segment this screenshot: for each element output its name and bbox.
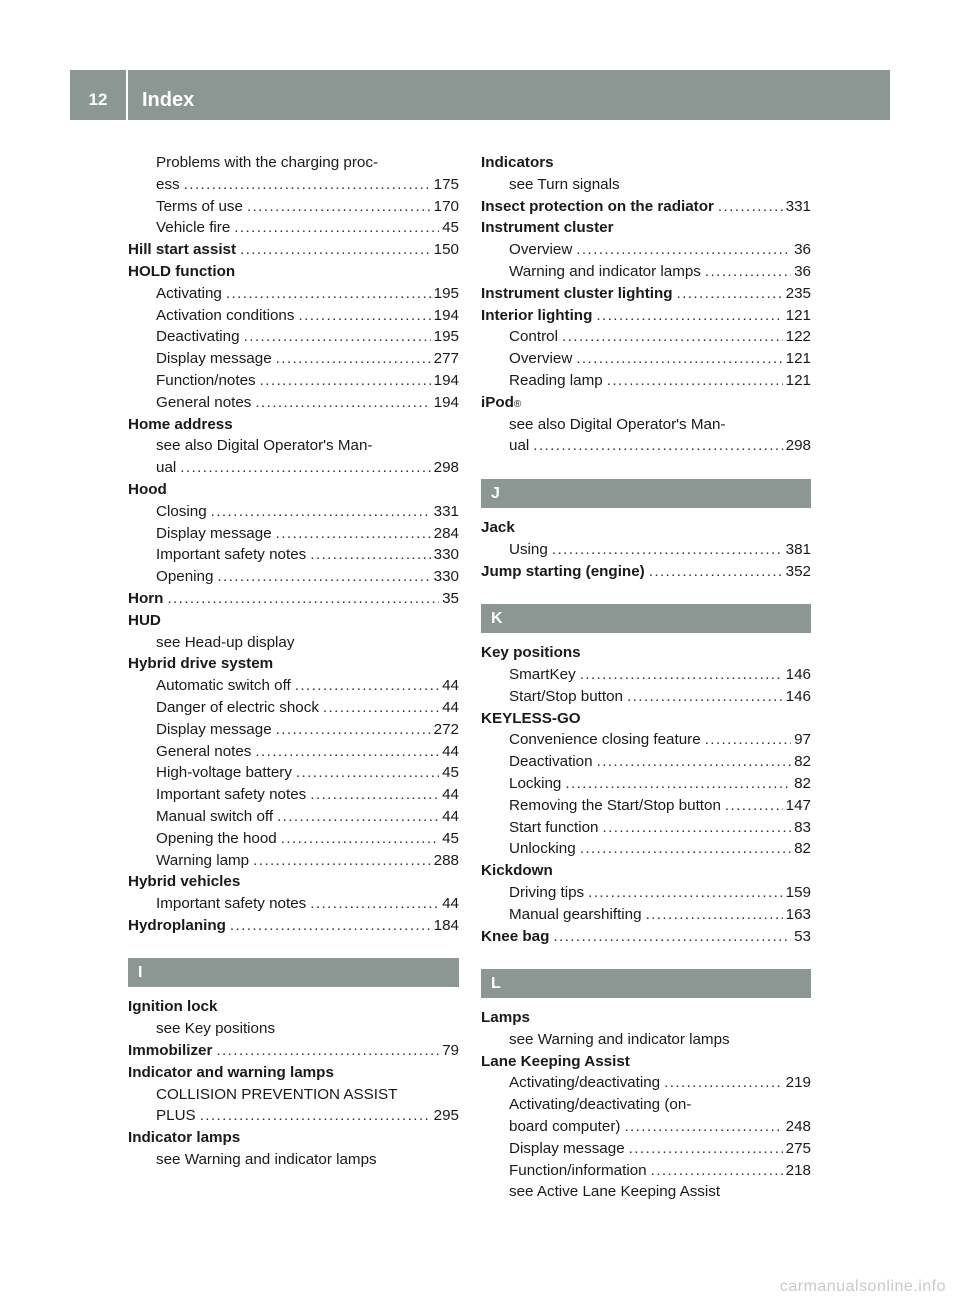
dot-leader: [310, 784, 439, 806]
page-reference[interactable]: 44: [442, 895, 459, 913]
index-subentry: [481, 795, 811, 817]
dot-leader: [295, 675, 439, 697]
page-reference[interactable]: 36: [794, 241, 811, 259]
entry-text: COLLISION PREVENTION ASSIST: [156, 1085, 398, 1103]
dot-leader: [180, 457, 430, 479]
entry-text: see Warning and indicator lamps: [509, 1030, 730, 1048]
dot-leader: [255, 392, 430, 414]
index-subentry: [128, 544, 459, 566]
entry-text: Deactivating: [156, 328, 240, 346]
spacer: [481, 457, 811, 479]
index-subentry: [481, 882, 811, 904]
entry-text: Warning lamp: [156, 851, 250, 869]
index-subentry: [128, 392, 459, 414]
dot-leader: [277, 806, 439, 828]
entry-text: Indicator and warning lamps: [128, 1063, 334, 1081]
spacer: [481, 947, 811, 969]
dot-leader: [565, 773, 791, 795]
entry-text: Activation conditions: [156, 306, 295, 324]
dot-leader: [627, 686, 783, 708]
index-subentry: [128, 283, 459, 305]
entry-text: Overview: [509, 241, 573, 259]
index-subentry: [481, 751, 811, 773]
index-list: [481, 642, 811, 947]
entry-text: Manual gearshifting: [509, 905, 642, 923]
entry-text: Overview: [509, 350, 573, 368]
entry-text: Start/Stop button: [509, 687, 623, 705]
index-entry: [481, 860, 811, 882]
page-reference[interactable]: 218: [785, 1161, 811, 1179]
section-header-j: J: [481, 479, 811, 508]
page-reference[interactable]: 122: [785, 328, 811, 346]
index-entry: [481, 1007, 811, 1029]
entry-text: ual: [156, 459, 177, 477]
index-subentry: [128, 196, 459, 218]
entry-text: Warning and indicator lamps: [509, 262, 701, 280]
entry-text: ess: [156, 175, 180, 193]
index-subentry: [481, 817, 811, 839]
page-reference[interactable]: 159: [785, 883, 811, 901]
index-entry: [481, 1051, 811, 1073]
section-header-i: I: [128, 958, 459, 987]
entry-text: Kickdown: [481, 862, 553, 880]
page-reference[interactable]: 44: [442, 807, 459, 825]
entry-text: Instrument cluster lighting: [481, 284, 673, 302]
entry-text: SmartKey: [509, 665, 576, 683]
entry-text: see Turn signals: [509, 175, 620, 193]
index-subentry: [128, 305, 459, 327]
dot-leader: [167, 588, 439, 610]
entry-text: see also Digital Operator's Man-: [156, 437, 373, 455]
index-column-right: [481, 152, 811, 1203]
dot-leader: [552, 539, 783, 561]
entry-text: Display message: [509, 1139, 625, 1157]
page-reference[interactable]: 194: [433, 393, 459, 411]
index-entry: [481, 152, 811, 174]
entry-text: KEYLESS-GO: [481, 709, 581, 727]
dot-leader: [576, 348, 782, 370]
entry-text: Deactivation: [509, 753, 593, 771]
index-subentry: [128, 762, 459, 784]
dot-leader: [276, 523, 431, 545]
dot-leader: [226, 283, 431, 305]
index-entry: [128, 1127, 459, 1149]
page-reference[interactable]: 163: [785, 905, 811, 923]
index-subentry: [481, 686, 811, 708]
index-subentry: [128, 675, 459, 697]
page-reference[interactable]: 219: [785, 1074, 811, 1092]
index-subentry: [128, 370, 459, 392]
dot-leader: [310, 544, 430, 566]
page-reference[interactable]: 45: [442, 829, 459, 847]
dot-leader: [649, 561, 783, 583]
page-reference[interactable]: 97: [794, 731, 811, 749]
dot-leader: [234, 217, 439, 239]
index-subentry: [128, 784, 459, 806]
entry-text: Horn: [128, 589, 164, 607]
entry-text: Opening: [156, 568, 214, 586]
spacer: [128, 937, 459, 959]
page-reference[interactable]: 44: [442, 698, 459, 716]
index-subentry: [128, 806, 459, 828]
entry-text: Automatic switch off: [156, 677, 291, 695]
entry-text: Jack: [481, 518, 515, 536]
index-subentry: [481, 414, 811, 436]
entry-text: Ignition lock: [128, 998, 218, 1016]
spacer: [481, 582, 811, 604]
watermark: carmanualsonline.info: [779, 1278, 946, 1295]
entry-text: Lane Keeping Assist: [481, 1052, 630, 1070]
index-subentry: [481, 239, 811, 261]
index-subentry: [481, 1181, 811, 1203]
dot-leader: [646, 904, 783, 926]
entry-text: board computer): [509, 1118, 621, 1136]
index-entry: [481, 283, 811, 305]
entry-text: Vehicle fire: [156, 219, 231, 237]
index-entry: [128, 479, 459, 501]
dot-leader: [677, 283, 783, 305]
index-entry: [481, 926, 811, 948]
dot-leader: [603, 817, 792, 839]
dot-leader: [253, 850, 431, 872]
index-subentry: [128, 435, 459, 457]
index-subentry: [481, 1094, 811, 1116]
dot-leader: [607, 370, 783, 392]
index-entry: [128, 261, 459, 283]
page-reference[interactable]: 44: [442, 677, 459, 695]
entry-text: Convenience closing feature: [509, 731, 701, 749]
dot-leader: [310, 893, 439, 915]
page-reference[interactable]: 79: [442, 1042, 459, 1060]
page-reference[interactable]: 288: [433, 851, 459, 869]
page-reference[interactable]: 284: [433, 524, 459, 542]
dot-leader: [553, 926, 791, 948]
entry-text: Jump starting (engine): [481, 562, 645, 580]
entry-text: see Warning and indicator lamps: [156, 1151, 377, 1169]
page-reference[interactable]: 82: [794, 840, 811, 858]
dot-leader: [664, 1072, 783, 1094]
section-header-k: K: [481, 604, 811, 633]
index-list: [128, 152, 459, 937]
header-divider: [126, 70, 128, 120]
entry-text: Danger of electric shock: [156, 698, 319, 716]
page-header: [70, 70, 890, 120]
entry-text: Important safety notes: [156, 786, 307, 804]
index-entry: [481, 217, 811, 239]
dot-leader: [725, 795, 783, 817]
entry-text: High-voltage battery: [156, 764, 292, 782]
dot-leader: [624, 1116, 782, 1138]
entry-text: Activating: [156, 284, 222, 302]
dot-leader: [276, 719, 431, 741]
dot-leader: [705, 261, 791, 283]
entry-text: Immobilizer: [128, 1042, 213, 1060]
page-reference[interactable]: 272: [433, 720, 459, 738]
entry-text: ual: [509, 437, 530, 455]
section-header-l: L: [481, 969, 811, 998]
entry-text: HOLD function: [128, 262, 236, 280]
index-entry: [128, 588, 459, 610]
index-subentry: [481, 1160, 811, 1182]
entry-text: Display message: [156, 720, 272, 738]
page-reference[interactable]: 82: [794, 774, 811, 792]
index-entry: [128, 871, 459, 893]
page-reference[interactable]: 352: [785, 562, 811, 580]
entry-text: see Head-up display: [156, 633, 295, 651]
index-subentry: [128, 632, 459, 654]
page-reference[interactable]: 170: [433, 197, 459, 215]
page-reference[interactable]: 184: [433, 916, 459, 934]
index-entry: [128, 414, 459, 436]
index-subentry: [128, 523, 459, 545]
index-subentry: [128, 697, 459, 719]
entry-text: Important safety notes: [156, 546, 307, 564]
entry-text: Indicators: [481, 154, 554, 171]
index-entry: [128, 1062, 459, 1084]
index-entry: [481, 305, 811, 327]
entry-text: Home address: [128, 415, 233, 433]
page-reference[interactable]: 331: [433, 502, 459, 520]
entry-text: Instrument cluster: [481, 219, 614, 237]
page-reference[interactable]: 36: [794, 262, 811, 280]
page-reference[interactable]: 298: [433, 459, 459, 477]
dot-leader: [240, 239, 431, 261]
entry-text: Unlocking: [509, 840, 576, 858]
page-reference[interactable]: 194: [433, 306, 459, 324]
page-reference[interactable]: 121: [785, 371, 811, 389]
index-subentry: [128, 348, 459, 370]
page-reference[interactable]: 53: [794, 927, 811, 945]
entry-text: Activating/deactivating (on-: [509, 1096, 692, 1114]
entry-text: Indicator lamps: [128, 1129, 241, 1147]
entry-text: Function/notes: [156, 371, 256, 389]
index-subentry: [481, 904, 811, 926]
index-subentry: [481, 729, 811, 751]
page-reference[interactable]: 146: [785, 687, 811, 705]
entry-text: see Key positions: [156, 1020, 276, 1038]
index-entry: [481, 561, 811, 583]
page-reference[interactable]: 298: [785, 437, 811, 455]
index-subentry: [128, 1084, 459, 1106]
page-reference[interactable]: 295: [433, 1107, 459, 1125]
dot-leader: [588, 882, 783, 904]
entry-text: Opening the hood: [156, 829, 277, 847]
index-subentry: [128, 174, 459, 196]
index-subentry: [128, 152, 459, 174]
entry-text: Hydroplaning: [128, 916, 226, 934]
entry-text: iPod: [481, 393, 514, 411]
entry-text: Hood: [128, 480, 167, 498]
dot-leader: [260, 370, 431, 392]
dot-leader: [184, 174, 431, 196]
entry-text: Manual switch off: [156, 807, 274, 825]
index-entry: [128, 610, 459, 632]
entry-text: Locking: [509, 774, 562, 792]
entry-text: Hybrid drive system: [128, 655, 274, 673]
entry-text: Hill start assist: [128, 241, 237, 259]
index-entry: [481, 196, 811, 218]
entry-text: Start function: [509, 818, 599, 836]
page-number: 12: [88, 90, 108, 109]
index-list: [481, 1007, 811, 1203]
entry-text: Knee bag: [481, 927, 550, 945]
index-subentry: [481, 370, 811, 392]
entry-text: Control: [509, 328, 558, 346]
page-reference[interactable]: 195: [433, 284, 459, 302]
index-subentry: [128, 566, 459, 588]
index-entry: [128, 996, 459, 1018]
index-subentry: [481, 174, 811, 196]
dot-leader: [533, 435, 782, 457]
page-reference[interactable]: 35: [442, 589, 459, 607]
index-subentry: [481, 435, 811, 457]
page-reference[interactable]: 277: [433, 350, 459, 368]
entry-text: General notes: [156, 742, 252, 760]
dot-leader: [562, 326, 783, 348]
page-reference[interactable]: 331: [785, 197, 811, 215]
page-reference[interactable]: 45: [442, 219, 459, 237]
page-title: Index: [142, 89, 195, 111]
page-reference[interactable]: 235: [785, 284, 811, 302]
dot-leader: [255, 741, 439, 763]
page-reference[interactable]: 248: [785, 1118, 811, 1136]
page-reference[interactable]: 330: [433, 546, 459, 564]
page-reference[interactable]: 44: [442, 786, 459, 804]
page-reference[interactable]: 44: [442, 742, 459, 760]
dot-leader: [216, 1040, 439, 1062]
entry-text: Hybrid vehicles: [128, 873, 241, 891]
entry-text: General notes: [156, 393, 252, 411]
dot-leader: [597, 751, 792, 773]
entry-text: see also Digital Operator's Man-: [509, 415, 726, 433]
index-subentry: [481, 348, 811, 370]
page-reference[interactable]: 45: [442, 764, 459, 782]
page-reference[interactable]: 194: [433, 371, 459, 389]
index-entry: [128, 653, 459, 675]
index-entry: [128, 915, 459, 937]
page-reference[interactable]: 195: [433, 328, 459, 346]
index-list: [128, 996, 459, 1170]
index-subentry: [481, 1138, 811, 1160]
index-subentry: [128, 1018, 459, 1040]
index-list: [481, 517, 811, 582]
entry-text: Problems with the charging proc-: [156, 154, 379, 171]
index-subentry: [128, 828, 459, 850]
index-list: [481, 152, 811, 457]
entry-text: Driving tips: [509, 883, 585, 901]
index-subentry: [128, 719, 459, 741]
entry-text: Interior lighting: [481, 306, 593, 324]
dot-leader: [276, 348, 431, 370]
dot-leader: [230, 915, 431, 937]
entry-text: Function/information: [509, 1161, 647, 1179]
page-reference[interactable]: 146: [785, 665, 811, 683]
page-reference[interactable]: 82: [794, 753, 811, 771]
index-column-left: [128, 152, 459, 1171]
dot-leader: [244, 326, 431, 348]
dot-leader: [200, 1105, 431, 1127]
index-subentry: [128, 893, 459, 915]
index-entry: [481, 642, 811, 664]
dot-leader: [705, 729, 791, 751]
index-subentry: [128, 850, 459, 872]
index-entry: iPod ®: [481, 392, 811, 414]
page-reference[interactable]: 150: [433, 241, 459, 259]
page-reference[interactable]: 121: [785, 350, 811, 368]
dot-leader: [217, 566, 430, 588]
entry-text: Display message: [156, 524, 272, 542]
dot-leader: [576, 239, 791, 261]
entry-text: Using: [509, 540, 548, 558]
page-reference[interactable]: 83: [794, 818, 811, 836]
entry-text: see Active Lane Keeping Assist: [509, 1183, 721, 1201]
index-subentry: [481, 326, 811, 348]
index-entry: [481, 708, 811, 730]
dot-leader: [651, 1160, 783, 1182]
index-subentry: [481, 1029, 811, 1051]
dot-leader: [298, 305, 430, 327]
index-subentry: [128, 326, 459, 348]
entry-text: Display message: [156, 350, 272, 368]
page-reference[interactable]: 147: [785, 796, 811, 814]
index-subentry: [481, 1072, 811, 1094]
dot-leader: [211, 501, 431, 523]
index-subentry: [128, 1149, 459, 1171]
entry-text: Insect protection on the radiator: [481, 197, 714, 215]
index-subentry: [481, 261, 811, 283]
dot-leader: [580, 838, 791, 860]
index-entry: [481, 517, 811, 539]
index-subentry: [128, 217, 459, 239]
entry-text: Terms of use: [156, 197, 243, 215]
dot-leader: [281, 828, 439, 850]
index-subentry: [481, 1116, 811, 1138]
entry-text: PLUS: [156, 1107, 196, 1125]
page-reference[interactable]: 381: [785, 540, 811, 558]
index-subentry: [481, 838, 811, 860]
dot-leader: [580, 664, 783, 686]
page-reference[interactable]: 175: [433, 175, 459, 193]
index-entry: [128, 1040, 459, 1062]
index-subentry: [128, 1105, 459, 1127]
entry-text: Key positions: [481, 644, 581, 662]
entry-text: Activating/deactivating: [509, 1074, 661, 1092]
entry-text: HUD: [128, 611, 161, 629]
entry-text: Closing: [156, 502, 207, 520]
page-reference[interactable]: 121: [785, 306, 811, 324]
dot-leader: [296, 762, 439, 784]
page-reference[interactable]: 275: [785, 1139, 811, 1157]
index-subentry: [481, 539, 811, 561]
entry-text: Lamps: [481, 1009, 530, 1027]
entry-text: Reading lamp: [509, 371, 603, 389]
index-subentry: [481, 664, 811, 686]
index-entry: [128, 239, 459, 261]
dot-leader: [629, 1138, 783, 1160]
dot-leader: [323, 697, 439, 719]
index-subentry: [128, 741, 459, 763]
dot-leader: [718, 196, 783, 218]
dot-leader: [247, 196, 431, 218]
entry-text: Important safety notes: [156, 895, 307, 913]
page-reference[interactable]: 330: [433, 568, 459, 586]
index-subentry: [128, 457, 459, 479]
index-subentry: [128, 501, 459, 523]
dot-leader: [596, 305, 782, 327]
index-subentry: [481, 773, 811, 795]
entry-text: Removing the Start/Stop button: [509, 796, 721, 814]
